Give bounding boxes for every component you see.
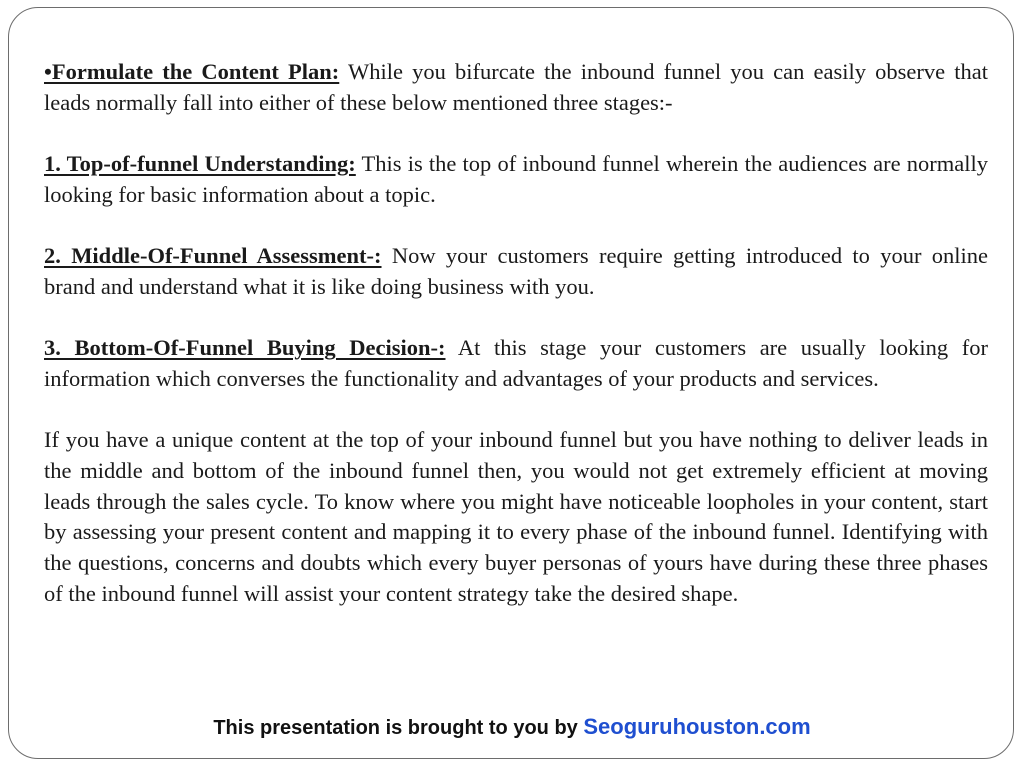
text-content-plan: While you bifurcate the inbound funnel you can easily observe that leads normally fall into either of these below mentioned three stages:-	[44, 59, 988, 115]
paragraph-bottom-of-funnel	[44, 333, 988, 394]
heading-middle-of-funnel: 2. Middle-Of-Funnel Assessment-:	[44, 243, 382, 269]
footer-credit	[0, 714, 1024, 740]
text-bottom-of-funnel: At this stage your customers are usually looking for information which converses the functionality and advantages of your products and services.	[44, 335, 988, 391]
paragraph-middle-of-funnel	[44, 241, 988, 302]
footer-text: This presentation is brought to you by	[213, 717, 584, 739]
text-middle-of-funnel: Now your customers require getting introduced to your online brand and understand what it is like doing business with you.	[44, 243, 989, 299]
text-summary: If you have a unique content at the top of your inbound funnel but you have nothing to deliver leads in the middle and bottom of the inbound funnel then, you would not get extremely efficient at moving leads through the sales cycle. To know where you might have noticeable loopholes in your content, start by assessing your present content and mapping it to every phase of the inbound funnel. Identifying with the questions, concerns and doubts which every buyer personas of yours have during these three phases of the inbound funnel will assist your content strategy take the desired shape.	[44, 427, 988, 606]
heading-content-plan: •Formulate the Content Plan:	[44, 59, 340, 84]
heading-top-of-funnel: 1. Top-of-funnel Understanding:	[44, 151, 356, 177]
paragraph-content-plan	[44, 57, 988, 118]
heading-bottom-of-funnel: 3. Bottom-Of-Funnel Buying Decision-:	[44, 335, 446, 361]
paragraph-top-of-funnel	[44, 149, 988, 210]
paragraph-summary	[44, 425, 988, 609]
slide-body	[44, 57, 988, 610]
text-top-of-funnel: This is the top of inbound funnel wherein the audiences are normally looking for basic information about a topic.	[44, 151, 988, 207]
footer-brand-link[interactable]: Seoguruhouston.com	[583, 714, 811, 739]
